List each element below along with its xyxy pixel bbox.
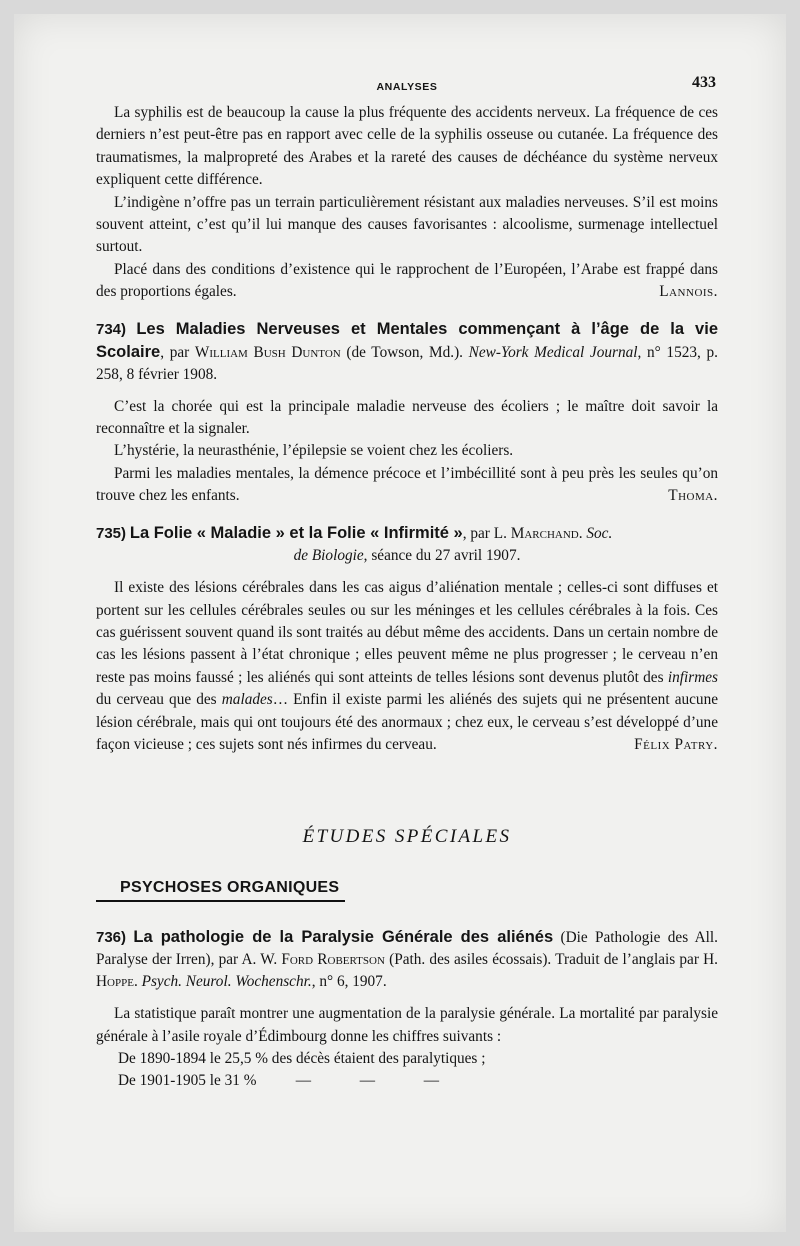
entry-736-number: 736) [96,929,127,947]
stat-line-2 [96,1070,718,1092]
entry-736-sep: . [133,973,142,991]
ditto-dash-2: — [359,1072,375,1090]
entry-735-signature: Félix Patry. [634,735,718,753]
entry-736-heading [96,926,718,993]
entry-736-author: Ford Robertson [281,951,385,969]
entry-735-journal: de Biologie [293,546,364,564]
entry-735 [96,522,718,757]
page-number: 433 [692,74,716,91]
entry-734-paragraph-2: L’hystérie, la neurasthénie, l’épilepsie se voient chez les écoliers. [114,442,514,460]
entry-736-paragraph: La statistique paraît montrer une augmentation de la paralysie générale. La mortalité par paralysie générale à l’asile royale d’Édimbourg donne les chiffres suivants : [96,1005,718,1045]
entry-735-ref: , séance du 27 avril 1907. [363,546,521,564]
entry-735-malades: malades [221,691,273,709]
stat-1-text: des décès étaient des paralytiques ; [267,1049,486,1067]
entry-734-last-text: Parmi les maladies mentales, la démence précoce et l’imbécillité sont à peu près les seules qu’on trouve chez les enfants. [96,464,718,505]
entry-735-text-a: Il existe des lésions cérébrales dans les cas aigus d’aliénation mentale ; celles-ci sont diffuses et portent sur les cellules cérébrales seules ou sur les méninges et les cellules cérébrales à la fois. Ces cas guérissent souvent quand ils sont traités au début même des accidents. Dans un certain nombre de cas les lésions passent à l’état chronique ; elles peuvent même ne plus progresser ; le cerveau n’en reste pas moins faussé ; les aliénés qui sont atteints de telles lésions sont devenus plutôt des [96,579,718,686]
entry-735-by: , par L. [462,524,511,542]
entry-736-journal: Psych. Neurol. Wochenschr. [141,973,312,991]
ditto-dash-1: — [295,1072,311,1090]
entry-734-by: , par [160,343,195,361]
entry-734-location: (de Towson, Md.). [340,343,469,361]
entry-735-text-c: … Enfin il existe parmi les aliénés des sujets qui ne présentent aucune lésion cérébrale, mais qui ont toujours été des anormaux ; chez eux, le cerveau s’est développé d’une façon vicieuse ; ces sujets sont nés infirmes du cerveau. [96,691,719,753]
stat-1-value: 25,5 % [224,1049,268,1067]
ditto-dash-3: — [423,1072,439,1090]
entry-734-paragraph-1: C’est la chorée qui est la principale maladie nerveuse des écoliers ; le maître doit savoir la reconnaître et la signaler. [96,397,718,438]
entry-735-author: Marchand [510,524,579,542]
entry-734-author: William Bush Dunton [194,343,341,361]
entry-734-title: Les Maladies Nerveuses et Mentales commençant à l’âge de la vie Scolaire [96,319,718,361]
entry-735-body [96,577,718,756]
entry-736-affil: (Path. des asiles écossais). Traduit de l’anglais par H. [384,951,718,969]
entry-736-body [96,1003,718,1093]
entry-735-infirmes: infirmes [667,668,718,686]
stat-2-period: De 1901-1905 le [118,1072,225,1090]
running-title: ANALYSES [376,81,438,93]
rubric-heading: PSYCHOSES ORGANIQUES [96,877,345,902]
intro-paragraph-1: La syphilis est de beaucoup la cause la plus fréquente des accidents nerveux. La fréquence de ces derniers n’est peut-être pas en rapport avec celle de la syphilis osseuse ou cutanée. La fréquence des traumatismes, la malpropreté des Arabes et la rareté des causes de déchéance du système nerveux expliquent cette différence. [96,104,718,189]
entry-735-heading [96,522,718,545]
entry-736-original: (Die Pathologie des All. Paralyse der Irren), par A. W. [96,929,718,969]
entry-735-paragraph [96,577,718,756]
intro-paragraph-3 [96,259,718,304]
page-header [96,76,718,102]
stat-1-period: De 1890-1894 le [118,1049,225,1067]
entry-735-text-b: du cerveau que des [96,691,222,709]
entry-735-soc: Soc. [586,524,613,542]
page-content [96,76,718,1093]
entry-736-title: La pathologie de la Paralysie Générale des aliénés [133,928,554,947]
intro-analysis [96,102,718,304]
entry-734-body [96,396,718,508]
stat-2-value: 31 % [224,1072,257,1090]
intro-signature: Lannois. [659,283,718,301]
entry-734-heading [96,318,718,386]
entry-734-number: 734) [96,320,127,338]
entry-734 [96,318,718,508]
entry-734-ref: , n° 1523, p. 258, 8 février 1908. [96,343,718,383]
entry-735-reference [96,545,718,567]
entry-736-translator: Hoppe [96,973,134,991]
entry-735-title: La Folie « Maladie » et la Folie « Infirmité » [129,523,463,542]
stat-line-1 [96,1048,718,1070]
entry-734-journal: New-York Medical Journal [468,343,638,361]
intro-paragraph-2: L’indigène n’offre pas un terrain particulièrement résistant aux maladies nerveuses. S’il est moins souvent atteint, c’est qu’il lui manque des causes favorisantes : alcoolisme, surmenage intellectuel surtout. [96,193,718,256]
entry-734-signature: Thoma. [668,487,718,505]
entry-735-number: 735) [96,524,127,542]
intro-last-text: Placé dans des conditions d’existence qui le rapprochent de l’Européen, l’Arabe est frappé dans des proportions égales. [96,260,718,301]
page-sheet [14,14,786,1232]
entry-736-ref: , n° 6, 1907. [311,973,387,991]
entry-736 [96,926,718,1093]
entry-734-paragraph-3 [96,463,718,508]
entry-735-after-author: . [578,524,587,542]
section-title: ÉTUDES SPÉCIALES [302,826,512,848]
